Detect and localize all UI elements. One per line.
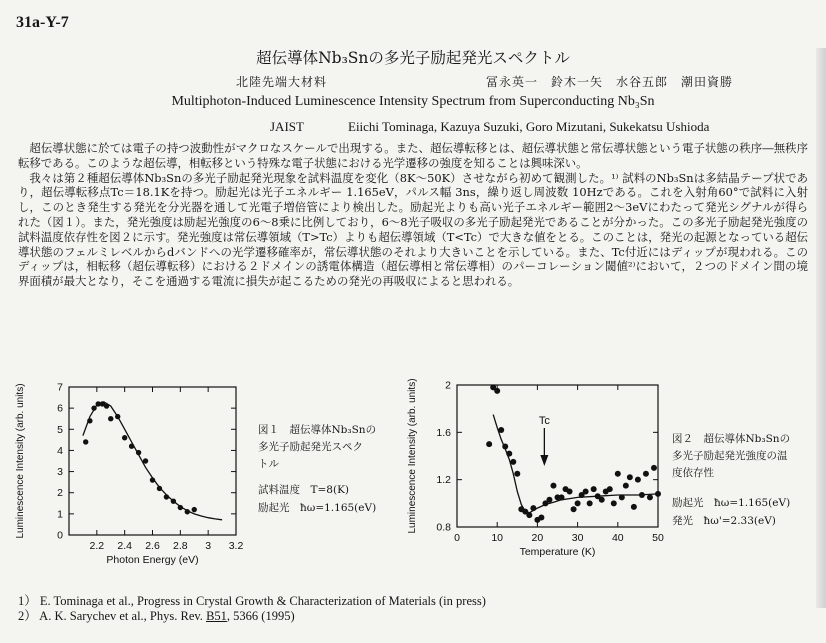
data-point xyxy=(526,512,532,518)
figures-canvas xyxy=(0,378,826,590)
x-tick-label: 20 xyxy=(531,532,544,544)
data-point xyxy=(655,491,661,497)
references xyxy=(18,594,486,624)
y-tick-label: 4 xyxy=(57,444,63,457)
data-point xyxy=(571,506,577,512)
data-point xyxy=(178,505,183,510)
data-point xyxy=(510,459,516,465)
x-tick-label: 40 xyxy=(611,532,624,544)
title-japanese: 超伝導体Nb₃Snの多光子励起発光スペクトル xyxy=(256,49,570,67)
data-point xyxy=(129,444,134,449)
data-point xyxy=(538,515,544,521)
data-point xyxy=(647,494,653,500)
data-point xyxy=(639,492,645,498)
figure-1-caption-line-1: 図１ 超伝導体Nb₃Snの xyxy=(258,424,377,436)
data-point xyxy=(115,414,120,419)
data-point xyxy=(559,494,565,500)
x-axis-label: Photon Energy (eV) xyxy=(106,554,199,566)
y-tick-label: 6 xyxy=(57,402,63,415)
figure-2-caption-line-1: 図２ 超伝導体Nb₃Snの xyxy=(672,433,791,445)
x-tick-label: 2.2 xyxy=(89,540,105,552)
x-tick-label: 0 xyxy=(454,532,460,544)
data-point xyxy=(583,489,589,495)
data-point xyxy=(506,451,512,457)
y-tick-label: 3 xyxy=(57,466,63,479)
authors-japanese: 冨永英一 鈴木一矢 水谷五郎 潮田資勝 xyxy=(486,75,734,89)
x-tick-label: 2.6 xyxy=(145,540,160,552)
data-point xyxy=(157,486,162,491)
y-axis-label: Luminescence Intensity (arb. units) xyxy=(407,378,418,534)
data-point xyxy=(530,505,536,511)
data-point xyxy=(494,388,500,394)
x-tick-label: 2.4 xyxy=(117,540,132,552)
authors-english: Eiichi Tominaga, Kazuya Suzuki, Goro Mizutani, Sukekatsu Ushioda xyxy=(348,119,710,134)
figure-2-excitation-2: 発光 ħω'=2.33(eV) xyxy=(672,515,776,527)
tc-label: Tc xyxy=(538,415,550,427)
data-point xyxy=(164,494,169,499)
y-tick-label: 1.6 xyxy=(436,426,451,439)
y-tick-label: 2 xyxy=(445,379,451,392)
title-english: Multiphoton-Induced Luminescence Intensity Spectrum from Superconducting Nb₃Sn xyxy=(171,94,655,109)
data-point xyxy=(122,435,127,440)
data-point xyxy=(91,405,96,410)
data-point xyxy=(599,497,605,503)
body-text xyxy=(18,141,808,289)
data-point xyxy=(108,416,113,421)
x-axis-label: Temperature (K) xyxy=(519,546,596,558)
paper-id: 31a-Y-7 xyxy=(16,14,69,31)
reference-2 xyxy=(18,609,486,624)
y-tick-label: 1.2 xyxy=(436,474,451,487)
y-tick-label: 1 xyxy=(57,508,63,521)
data-point xyxy=(619,494,625,500)
data-point xyxy=(192,507,197,512)
x-tick-label: 50 xyxy=(652,532,664,544)
y-tick-label: 0.8 xyxy=(436,521,451,534)
y-tick-label: 2 xyxy=(57,487,63,500)
reference-2-suffix: , 5366 (1995) xyxy=(226,609,295,623)
figure-1-caption-line-2: 多光子励起発光スペク xyxy=(258,441,363,453)
y-tick-label: 0 xyxy=(57,529,63,542)
figure-1-condition-temperature: 試料温度 T=8(K) xyxy=(258,484,350,496)
fit-curve xyxy=(83,402,222,520)
figure-2-caption-line-2: 多光子励起発光強度の温 xyxy=(672,450,788,462)
data-point xyxy=(587,500,593,506)
reference-2-volume: B51 xyxy=(206,609,227,623)
data-point xyxy=(635,477,641,483)
data-point xyxy=(607,486,613,492)
figure-1-condition-excitation: 励起光 ħω=1.165(eV) xyxy=(258,502,377,514)
data-point xyxy=(627,474,633,480)
data-point xyxy=(143,458,148,463)
data-point xyxy=(615,471,621,477)
y-tick-label: 7 xyxy=(57,381,63,394)
data-point xyxy=(171,498,176,503)
x-tick-label: 10 xyxy=(491,532,504,544)
x-tick-label: 2.8 xyxy=(173,540,188,552)
data-point xyxy=(651,465,657,471)
figure-2-excitation-1: 励起光 ħω=1.165(eV) xyxy=(672,497,791,509)
data-point xyxy=(486,441,492,447)
data-point xyxy=(104,403,109,408)
figure-1-caption-line-3: トル xyxy=(258,458,279,470)
x-tick-label: 3.2 xyxy=(228,540,244,552)
data-point xyxy=(567,489,573,495)
data-point xyxy=(550,483,556,489)
data-point xyxy=(150,477,155,482)
paragraph-2: 我々は第２種超伝導体Nb₃Snの多光子励起発光現象を試料温度を変化（8K～50K）させながら初めて観測した。¹⁾ 試料のNb₃Snは多結晶テープ状であり，超伝導転移点Tc＝18.1Kを持つ。励起光は光子エネルギー 1.165eV，パルス幅 3ns，繰り返し周波数 10Hzである。これを入射角60°で試料に入射し，このとき発生する発光を分光器を通して光電子増倍管により検出した。励起光よりも高い光子エネルギー範囲2～3eVにわたって発光シグナルが得られた（図１）。また，発光強度は励起光強度の6～8乗に比例しており，6～8光子吸収の多光子励起発光であることが分かった。この多光子励起発光強度の試料温度依存性を図２に示す。発光強度は常伝導領域（T>Tc）よりも超伝導領域（T<Tc）で大きな値をとる。このことは，発光の起源となっている超伝導状態のフェルミレベルからdバンドへの光学遷移確率が，常伝導状態のそれより大きいことを示している。また、Tc付近にはディップが現われる。このディップは，相転移（超伝導転移）における２ドメインの誘電体構造（超伝導相と常伝導相）のパーコレーション閾値²⁾において，２つのドメイン間の境界面積が最大となり，そこを通過する電流に損失が起こるための発光の再吸収によると思われる。 xyxy=(18,170,808,289)
data-point xyxy=(83,439,88,444)
data-point xyxy=(631,504,637,510)
figure-2-caption xyxy=(672,432,790,527)
figure-1-caption xyxy=(258,423,376,514)
reference-2-prefix: 2） A. K. Sarychev et al., Phys. Rev. xyxy=(18,609,207,623)
data-point xyxy=(591,486,597,492)
reference-1: 1） E. Tominaga et al., Progress in Crystal Growth & Characterization of Materials (in press) xyxy=(18,594,486,608)
data-point xyxy=(643,471,649,477)
figure-2-caption-line-3: 度依存性 xyxy=(672,467,714,479)
tc-arrow-head xyxy=(540,455,548,466)
y-tick-label: 5 xyxy=(57,423,63,436)
plot-frame xyxy=(457,385,658,527)
figure-2-chart xyxy=(407,378,664,558)
y-axis-label: Luminescence Intensity (arb. units) xyxy=(15,383,26,539)
figure-1-chart xyxy=(15,382,243,567)
paragraph-1: 超伝導状態に於ては電子の持つ波動性がマクロなスケールで出現する。また、超伝導転移とは、超伝導状態と常伝導状態という電子状態の秩序―無秩序転移である。このような超伝導，相転移という特殊な電子状態における光学遷移の強度を知ることは興味深い。 xyxy=(18,141,808,170)
data-point xyxy=(87,418,92,423)
page-edge-shadow xyxy=(816,48,826,608)
affiliation-japanese: 北陸先端大材料 xyxy=(236,75,328,89)
fit-curve xyxy=(493,415,658,513)
data-point xyxy=(185,509,190,514)
data-point xyxy=(546,497,552,503)
x-tick-label: 3 xyxy=(205,540,212,552)
data-point xyxy=(136,450,141,455)
data-point xyxy=(498,427,504,433)
x-tick-label: 30 xyxy=(571,532,584,544)
affiliation-english: JAIST xyxy=(270,119,304,134)
data-point xyxy=(514,471,520,477)
data-point xyxy=(575,500,581,506)
data-point xyxy=(611,500,617,506)
data-point xyxy=(502,444,508,450)
data-point xyxy=(623,483,629,489)
